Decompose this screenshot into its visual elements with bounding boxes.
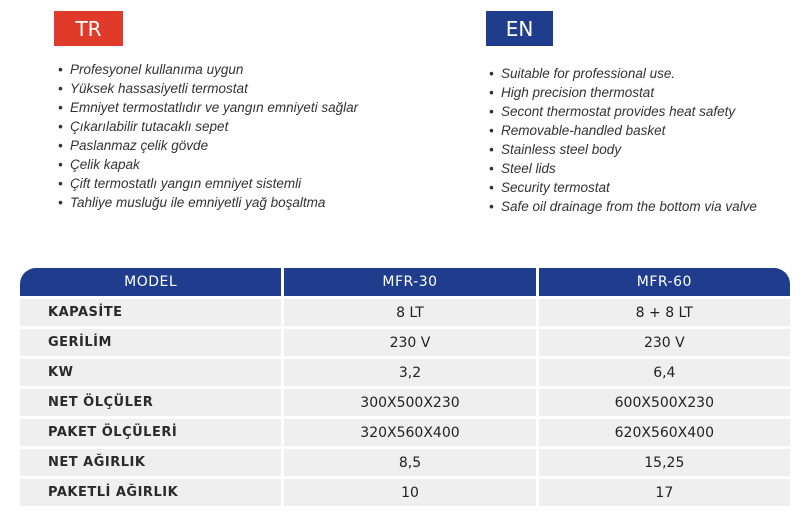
feature-text: Yüksek hassasiyetli termostat [70, 81, 248, 96]
feature-item [489, 178, 757, 197]
bullet-icon: • [489, 180, 494, 195]
row-label: PAKETLİ AĞIRLIK [20, 479, 281, 506]
feature-text: Steel lids [501, 161, 556, 176]
row-label: KW [20, 359, 281, 386]
bullet-icon: • [58, 195, 63, 210]
feature-item [58, 193, 358, 212]
bullet-icon: • [58, 138, 63, 153]
bullet-icon: • [489, 161, 494, 176]
feature-text: Security termostat [501, 180, 610, 195]
feature-text: Stainless steel body [501, 142, 622, 157]
row-label: KAPASİTE [20, 299, 281, 326]
feature-item [489, 140, 757, 159]
bullet-icon: • [58, 176, 63, 191]
feature-item [489, 197, 757, 216]
cell-mfr-60: 8 + 8 LT [539, 299, 790, 326]
feature-item [489, 121, 757, 140]
feature-list-tr [58, 60, 358, 212]
feature-item [489, 102, 757, 121]
table-row [20, 299, 790, 326]
cell-mfr-60: 620X560X400 [539, 419, 790, 446]
table-row [20, 389, 790, 416]
language-badge-en: EN [486, 11, 553, 46]
header-mfr-60: MFR-60 [539, 268, 790, 296]
cell-mfr-60: 230 V [539, 329, 790, 356]
table-row [20, 359, 790, 386]
feature-item [58, 136, 358, 155]
table-row [20, 329, 790, 356]
cell-mfr-30: 8 LT [284, 299, 535, 326]
table-header-row [20, 268, 790, 296]
feature-list-en [489, 64, 757, 216]
spec-table [17, 265, 793, 509]
feature-item [58, 60, 358, 79]
feature-text: Removable-handled basket [501, 123, 666, 138]
header-model: MODEL [20, 268, 281, 296]
bullet-icon: • [489, 199, 494, 214]
feature-item [58, 117, 358, 136]
cell-mfr-30: 300X500X230 [284, 389, 535, 416]
feature-item [489, 64, 757, 83]
feature-item [489, 159, 757, 178]
feature-text: Çıkarılabilir tutacaklı sepet [70, 119, 229, 134]
bullet-icon: • [58, 100, 63, 115]
cell-mfr-60: 15,25 [539, 449, 790, 476]
bullet-icon: • [58, 62, 63, 77]
feature-text: Emniyet termostatlıdır ve yangın emniyeti sağlar [70, 100, 359, 115]
feature-text: Çift termostatlı yangın emniyet sistemli [70, 176, 302, 191]
bullet-icon: • [489, 85, 494, 100]
bullet-icon: • [58, 119, 63, 134]
feature-text: Paslanmaz çelik gövde [70, 138, 209, 153]
row-label: PAKET ÖLÇÜLERİ [20, 419, 281, 446]
feature-text: Tahliye musluğu ile emniyetli yağ boşaltma [70, 195, 326, 210]
cell-mfr-30: 230 V [284, 329, 535, 356]
row-label: NET AĞIRLIK [20, 449, 281, 476]
bullet-icon: • [489, 123, 494, 138]
row-label: GERİLİM [20, 329, 281, 356]
spec-table-body [20, 299, 790, 506]
bullet-icon: • [58, 81, 63, 96]
bullet-icon: • [489, 142, 494, 157]
table-row [20, 449, 790, 476]
cell-mfr-30: 320X560X400 [284, 419, 535, 446]
feature-item [58, 174, 358, 193]
language-badge-tr: TR [54, 11, 123, 46]
bullet-icon: • [489, 66, 494, 81]
cell-mfr-60: 6,4 [539, 359, 790, 386]
cell-mfr-60: 17 [539, 479, 790, 506]
cell-mfr-30: 10 [284, 479, 535, 506]
feature-text: Safe oil drainage from the bottom via valve [501, 199, 757, 214]
feature-text: Çelik kapak [70, 157, 140, 172]
header-mfr-30: MFR-30 [284, 268, 535, 296]
bullet-icon: • [58, 157, 63, 172]
cell-mfr-60: 600X500X230 [539, 389, 790, 416]
feature-item [58, 98, 358, 117]
feature-text: High precision thermostat [501, 85, 655, 100]
feature-text: Profesyonel kullanıma uygun [70, 62, 244, 77]
bullet-icon: • [489, 104, 494, 119]
row-label: NET ÖLÇÜLER [20, 389, 281, 416]
feature-text: Suitable for professional use. [501, 66, 676, 81]
table-row [20, 479, 790, 506]
table-row [20, 419, 790, 446]
feature-item [58, 79, 358, 98]
feature-item [489, 83, 757, 102]
feature-text: Secont thermostat provides heat safety [501, 104, 736, 119]
cell-mfr-30: 8,5 [284, 449, 535, 476]
feature-item [58, 155, 358, 174]
cell-mfr-30: 3,2 [284, 359, 535, 386]
